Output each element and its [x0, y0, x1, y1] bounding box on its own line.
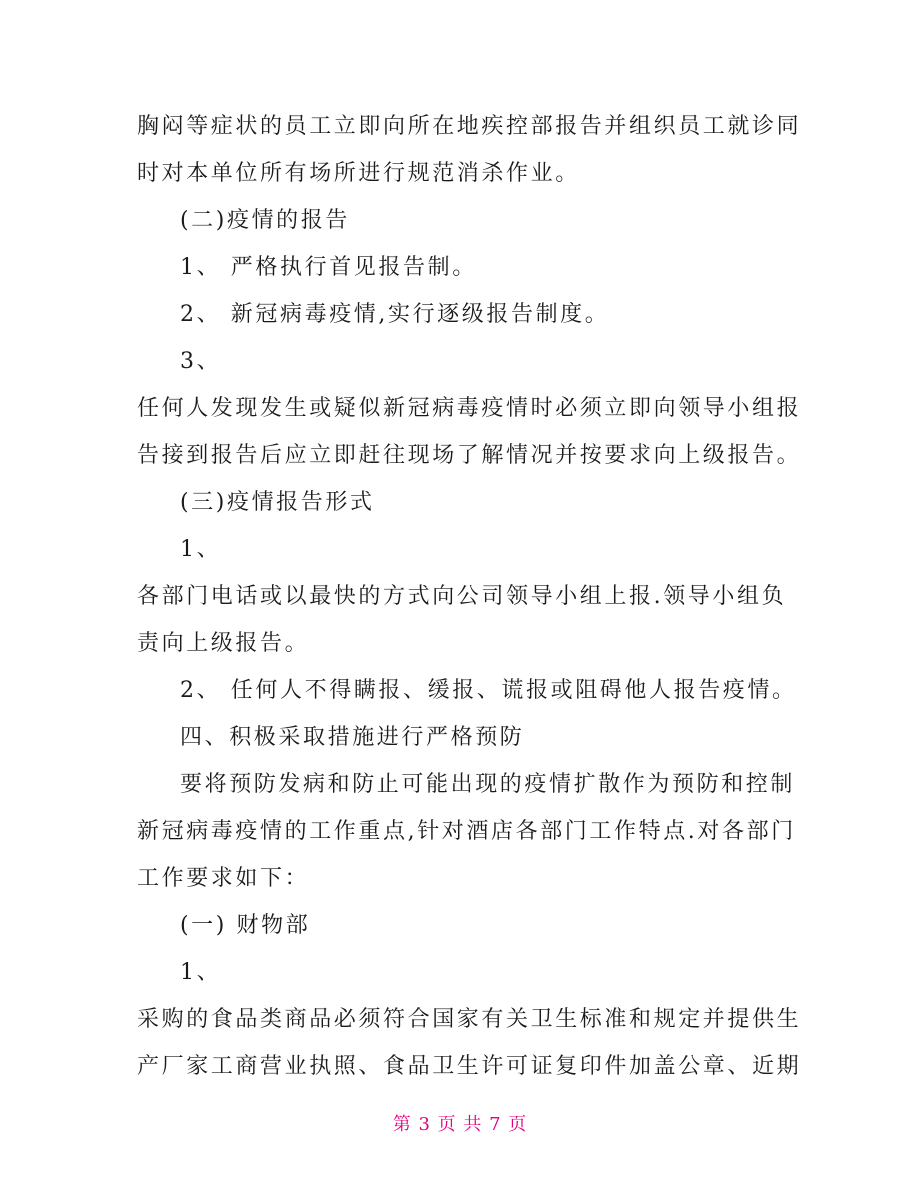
body-line: 告接到报告后应立即赶往现场了解情况并按要求向上级报告。 [137, 443, 802, 468]
body-line: 胸闷等症状的员工立即向所在地疾控部报告并组织员工就诊同 [137, 114, 802, 139]
body-line: 责向上级报告。 [137, 631, 310, 656]
body-line: 产厂家工商营业执照、食品卫生许可证复印件加盖公章、近期 [137, 1054, 802, 1079]
body-line: 时对本单位所有场所进行规范消杀作业。 [137, 161, 580, 186]
section-heading: (三)疫情报告形式 [180, 490, 375, 515]
body-line: 工作要求如下： [137, 866, 310, 891]
list-item: 2、 任何人不得瞒报、缓报、谎报或阻碍他人报告疫情。 [180, 678, 797, 703]
list-item: 2、 新冠病毒疫情,实行逐级报告制度。 [180, 302, 610, 327]
list-item: 1、 严格执行首见报告制。 [180, 255, 477, 280]
section-heading: (二)疫情的报告 [180, 208, 350, 233]
page-number-footer: 第 3 页 共 7 页 [392, 1114, 528, 1135]
section-heading: (一) 财物部 [180, 913, 311, 938]
section-heading: 四、积极采取措施进行严格预防 [180, 725, 525, 750]
body-line: 任何人发现发生或疑似新冠病毒疫情时必须立即向领导小组报 [137, 396, 802, 421]
list-item: 1、 [180, 960, 222, 985]
body-line: 各部门电话或以最快的方式向公司领导小组上报.领导小组负 [137, 584, 787, 609]
list-item: 1、 [180, 537, 222, 562]
body-line: 要将预防发病和防止可能出现的疫情扩散作为预防和控制 [180, 772, 796, 797]
body-line: 新冠病毒疫情的工作重点,针对酒店各部门工作特点.对各部门 [137, 819, 796, 844]
body-line: 采购的食品类商品必须符合国家有关卫生标准和规定并提供生 [137, 1007, 802, 1032]
list-item: 3、 [180, 349, 222, 374]
